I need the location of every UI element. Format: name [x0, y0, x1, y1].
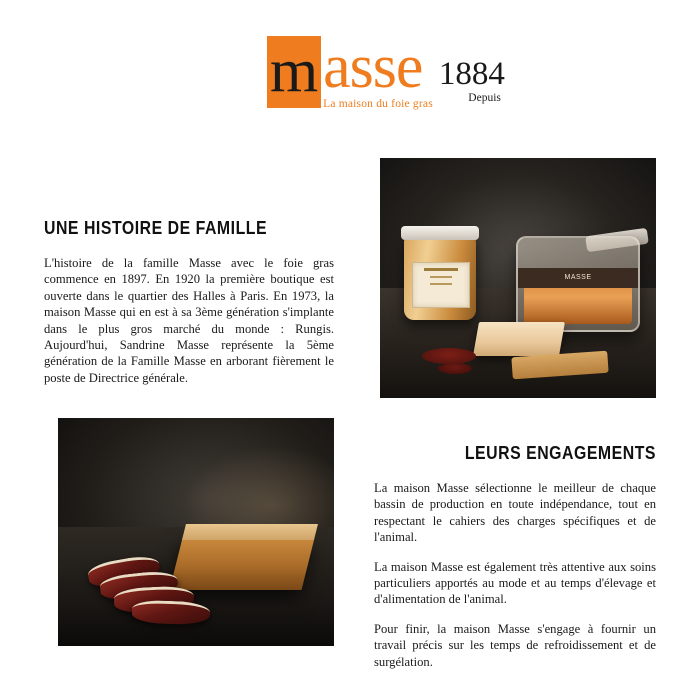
photo-terrine-top-face: [182, 524, 318, 540]
photo-small-jar-lid: [401, 226, 479, 240]
brand-logo: [0, 33, 700, 114]
photo-large-jar-brand-text: MASSE: [564, 274, 592, 281]
section-engagements-paragraph-1: La maison Masse sélectionne le meilleur de chaque bassin de production en toute indépendance, tout en respectant le cahiers des charges spécifiques et de l'animal.: [374, 481, 656, 545]
photo-large-jar-brand-band: [518, 268, 638, 288]
photo-fig-confit-2: [438, 363, 472, 374]
magret-terrine-photo: [58, 418, 334, 646]
photo-label-line-2: [430, 276, 452, 278]
section-engagements-paragraph-2: La maison Masse est également très attentive aux soins particuliers apportés au mode et au temps d'élevage et d'alimentation de l'animal.: [374, 559, 656, 607]
photo-label-line-1: [424, 268, 458, 271]
section-engagements-image: [58, 418, 334, 646]
photo-terrine-block: [170, 538, 315, 590]
photo-small-jar: [404, 236, 476, 320]
section-histoire-image: [380, 158, 656, 398]
logo-wordmark: asse: [323, 33, 423, 101]
section-engagements-text: [374, 443, 656, 670]
photo-large-jar: [516, 236, 640, 332]
section-engagements-title: LEURS ENGAGEMENTS: [464, 443, 656, 463]
foie-gras-jars-photo: [380, 158, 656, 398]
logo-year: 1884: [438, 56, 505, 92]
section-histoire-paragraph: L'histoire de la famille Masse avec le foie gras commence en 1897. En 1920 la première boutique est ouverte dans le quartier des Halles à Paris. En 1973, la maison Masse qui en est à sa 3ème génération s'implante dans le plus gros marché du monde : Rungis. Aujourd'hui, Sandrine Masse représente la 5ème génération de la Famille Masse en arborant fièrement le poste de Directrice générale.: [44, 256, 334, 385]
photo-label-line-3: [430, 283, 452, 285]
section-histoire-title: UNE HISTOIRE DE FAMILLE: [44, 218, 268, 238]
photo-fig-confit-1: [422, 348, 476, 364]
logo-initial: m: [269, 36, 319, 105]
photo-foie-gras-slab: [473, 322, 565, 356]
logo-tagline: La maison du foie gras: [323, 98, 433, 110]
photo-small-jar-label: [412, 262, 470, 308]
section-histoire-text: [44, 218, 334, 386]
section-engagements-paragraph-3: Pour finir, la maison Masse s'engage à fournir un travail précis sur les temps de refroidissement et de surgélation.: [374, 621, 656, 669]
logo-orange-square: [267, 36, 321, 108]
logo-depuis-label: Depuis: [468, 92, 501, 104]
